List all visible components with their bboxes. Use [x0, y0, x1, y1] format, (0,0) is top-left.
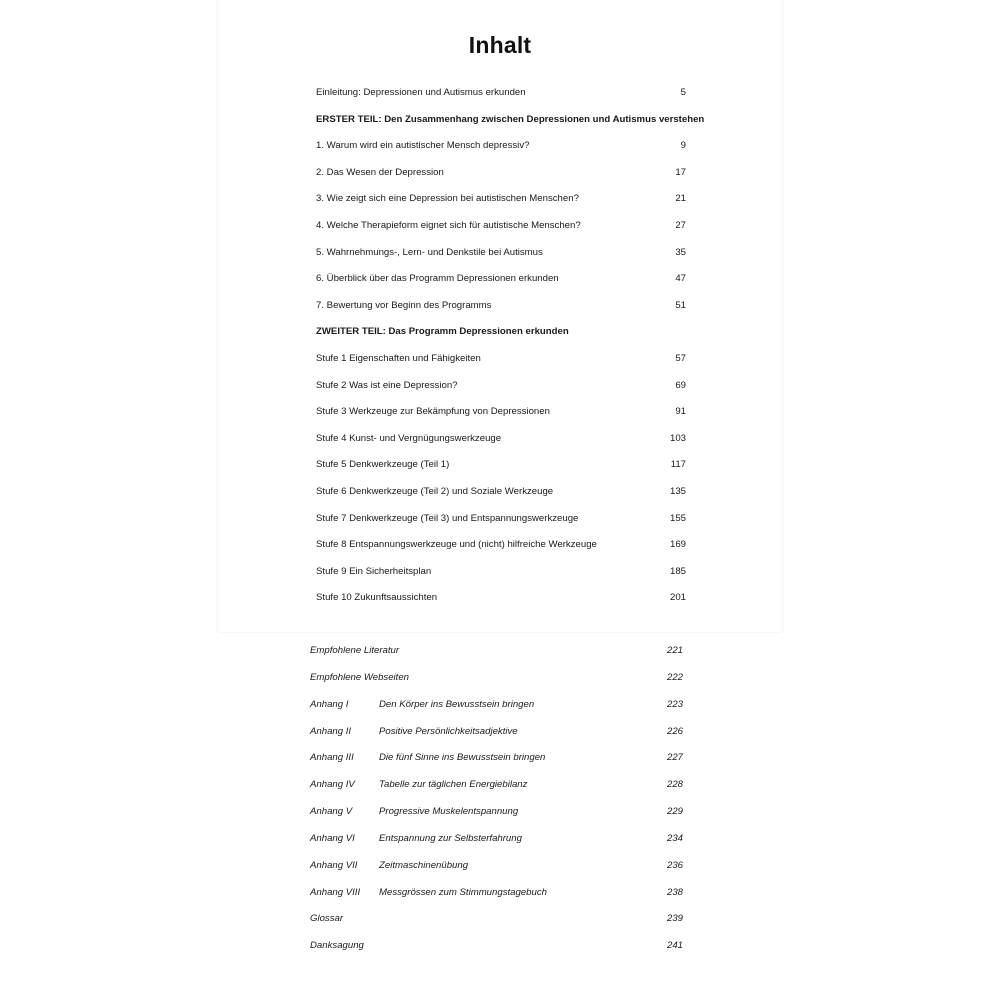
- toc-entry-label: Empfohlene Webseiten: [310, 671, 410, 683]
- toc-entry-stufe-8[interactable]: [316, 532, 688, 559]
- toc-entry-label: Stufe 7 Denkwerkzeuge (Teil 3) und Entspannungswerkzeuge: [316, 512, 579, 524]
- toc-entry-page: 238: [666, 886, 683, 898]
- toc-entry-stufe-10[interactable]: [316, 585, 688, 612]
- toc-entry-page: 228: [666, 779, 683, 791]
- toc-entry-subtitle: Die fünf Sinne ins Bewusstsein bringen: [379, 752, 546, 764]
- toc-entry-subtitle: Messgrössen zum Stimmungstagebuch: [379, 886, 547, 898]
- toc-entry-label: Anhang II: [310, 725, 352, 737]
- toc-entry-label: Stufe 1 Eigenschaften und Fähigkeiten: [316, 352, 481, 364]
- toc-entry-page: 21: [675, 193, 686, 205]
- toc-entry-page: 57: [675, 352, 686, 364]
- toc-entry-page: 222: [666, 671, 683, 683]
- toc-appendix-list: [310, 638, 686, 960]
- toc-entry-chapter-4[interactable]: [316, 213, 688, 240]
- toc-part-heading-2: [316, 319, 688, 346]
- toc-entry-stufe-9[interactable]: [316, 559, 688, 586]
- toc-entry-page: 103: [669, 432, 686, 444]
- toc-entry-label: ERSTER TEIL: Den Zusammenhang zwischen Depressionen und Autismus verstehen: [316, 113, 705, 125]
- toc-entry-glossar[interactable]: [310, 906, 686, 933]
- toc-main-list: [316, 80, 705, 612]
- toc-entry-page: 236: [666, 859, 683, 871]
- toc-entry-danksagung[interactable]: [310, 933, 686, 960]
- toc-entry-webseiten[interactable]: [310, 665, 686, 692]
- toc-entry-page: 227: [666, 752, 683, 764]
- toc-entry-label: 2. Das Wesen der Depression: [316, 166, 444, 178]
- toc-entry-chapter-2[interactable]: [316, 160, 688, 187]
- toc-entry-label: Anhang IV: [310, 779, 355, 791]
- toc-entry-anhang-1[interactable]: [310, 692, 686, 719]
- toc-entry-label: Stufe 4 Kunst- und Vergnügungswerkzeuge: [316, 432, 502, 444]
- toc-entry-page: 91: [675, 406, 686, 418]
- toc-entry-label: Stufe 5 Denkwerkzeuge (Teil 1): [316, 459, 450, 471]
- toc-entry-chapter-6[interactable]: [316, 266, 688, 293]
- toc-entry-label: 1. Warum wird ein autistischer Mensch depressiv?: [316, 140, 530, 152]
- toc-entry-anhang-5[interactable]: [310, 799, 686, 826]
- toc-entry-anhang-3[interactable]: [310, 745, 686, 772]
- toc-entry-page: 221: [666, 645, 683, 656]
- toc-entry-label: 5. Wahrnehmungs-, Lern- und Denkstile bei Autismus: [316, 246, 543, 258]
- toc-entry-page: 223: [666, 698, 683, 710]
- toc-entry-label: 6. Überblick über das Programm Depressionen erkunden: [316, 273, 559, 285]
- toc-entry-intro[interactable]: [316, 80, 688, 107]
- toc-entry-subtitle: Progressive Muskelentspannung: [379, 806, 519, 818]
- toc-entry-label: 3. Wie zeigt sich eine Depression bei autistischen Menschen?: [316, 193, 579, 205]
- toc-entry-chapter-7[interactable]: [316, 293, 688, 320]
- toc-part-heading-1: [316, 107, 705, 134]
- toc-entry-label: Stufe 8 Entspannungswerkzeuge und (nicht) hilfreiche Werkzeuge: [316, 539, 597, 551]
- toc-entry-page: 51: [675, 299, 686, 311]
- toc-entry-page: 239: [666, 913, 683, 925]
- toc-entry-stufe-3[interactable]: [316, 399, 688, 426]
- page-title: Inhalt: [468, 32, 532, 58]
- toc-entry-stufe-1[interactable]: [316, 346, 688, 373]
- toc-entry-page: 201: [669, 592, 686, 604]
- toc-entry-stufe-4[interactable]: [316, 426, 688, 453]
- toc-entry-subtitle: Den Körper ins Bewusstsein bringen: [379, 698, 535, 710]
- toc-entry-page: 169: [669, 539, 686, 551]
- toc-entry-page: 226: [666, 725, 683, 737]
- toc-entry-page: 234: [666, 832, 683, 844]
- toc-entry-subtitle: Entspannung zur Selbsterfahrung: [379, 832, 522, 844]
- toc-entry-chapter-5[interactable]: [316, 240, 688, 267]
- toc-entry-literatur[interactable]: [310, 638, 686, 665]
- toc-entry-label: Stufe 3 Werkzeuge zur Bekämpfung von Depressionen: [316, 406, 550, 418]
- toc-entry-label: Stufe 9 Ein Sicherheitsplan: [316, 565, 432, 577]
- toc-entry-subtitle: Positive Persönlichkeitsadjektive: [379, 725, 518, 737]
- toc-entry-label: Anhang VII: [310, 859, 358, 871]
- toc-entry-label: Stufe 2 Was ist eine Depression?: [316, 379, 458, 391]
- toc-entry-label: Empfohlene Literatur: [310, 645, 400, 656]
- toc-entry-page: 185: [669, 565, 686, 577]
- toc-entry-stufe-6[interactable]: [316, 479, 688, 506]
- toc-entry-label: Stufe 10 Zukunftsaussichten: [316, 592, 438, 604]
- toc-entry-page: 229: [666, 806, 683, 818]
- toc-entry-subtitle: Tabelle zur täglichen Energiebilanz: [379, 779, 528, 791]
- toc-entry-label: Anhang I: [310, 698, 349, 710]
- toc-entry-page: 117: [670, 459, 686, 471]
- toc-entry-anhang-4[interactable]: [310, 772, 686, 799]
- toc-entry-chapter-1[interactable]: [316, 133, 688, 160]
- toc-entry-page: 47: [675, 273, 686, 285]
- toc-entry-anhang-2[interactable]: [310, 719, 686, 746]
- toc-entry-page: 17: [675, 166, 686, 178]
- toc-entry-page: 135: [669, 485, 686, 497]
- toc-entry-anhang-6[interactable]: [310, 826, 686, 853]
- toc-entry-label: Glossar: [310, 913, 344, 925]
- toc-entry-label: Anhang III: [310, 752, 354, 764]
- toc-entry-label: Anhang V: [310, 806, 353, 818]
- toc-entry-page: 69: [675, 379, 686, 391]
- toc-entry-label: Anhang VI: [310, 832, 355, 844]
- toc-entry-anhang-8[interactable]: [310, 880, 686, 907]
- toc-entry-label: 4. Welche Therapieform eignet sich für autistische Menschen?: [316, 219, 581, 231]
- toc-entry-page: 155: [669, 512, 686, 524]
- toc-entry-label: Danksagung: [310, 940, 364, 952]
- toc-entry-chapter-3[interactable]: [316, 186, 688, 213]
- toc-entry-page: 5: [680, 87, 686, 98]
- toc-entry-label: ZWEITER TEIL: Das Programm Depressionen erkunden: [316, 326, 569, 338]
- toc-entry-label: Stufe 6 Denkwerkzeuge (Teil 2) und Soziale Werkzeuge: [316, 485, 554, 497]
- toc-entry-label: Einleitung: Depressionen und Autismus erkunden: [316, 87, 526, 98]
- toc-entry-subtitle: Zeitmaschinenübung: [379, 859, 469, 871]
- toc-entry-anhang-7[interactable]: [310, 853, 686, 880]
- toc-entry-label: 7. Bewertung vor Beginn des Programms: [316, 299, 492, 311]
- toc-entry-stufe-2[interactable]: [316, 373, 688, 400]
- toc-entry-page: 9: [680, 140, 686, 152]
- toc-entry-page: 241: [666, 940, 683, 952]
- toc-entry-stufe-7[interactable]: [316, 506, 688, 533]
- toc-entry-page: 35: [675, 246, 686, 258]
- toc-entry-page: 27: [675, 219, 686, 231]
- toc-entry-stufe-5[interactable]: [316, 452, 688, 479]
- toc-entry-label: Anhang VIII: [310, 886, 361, 898]
